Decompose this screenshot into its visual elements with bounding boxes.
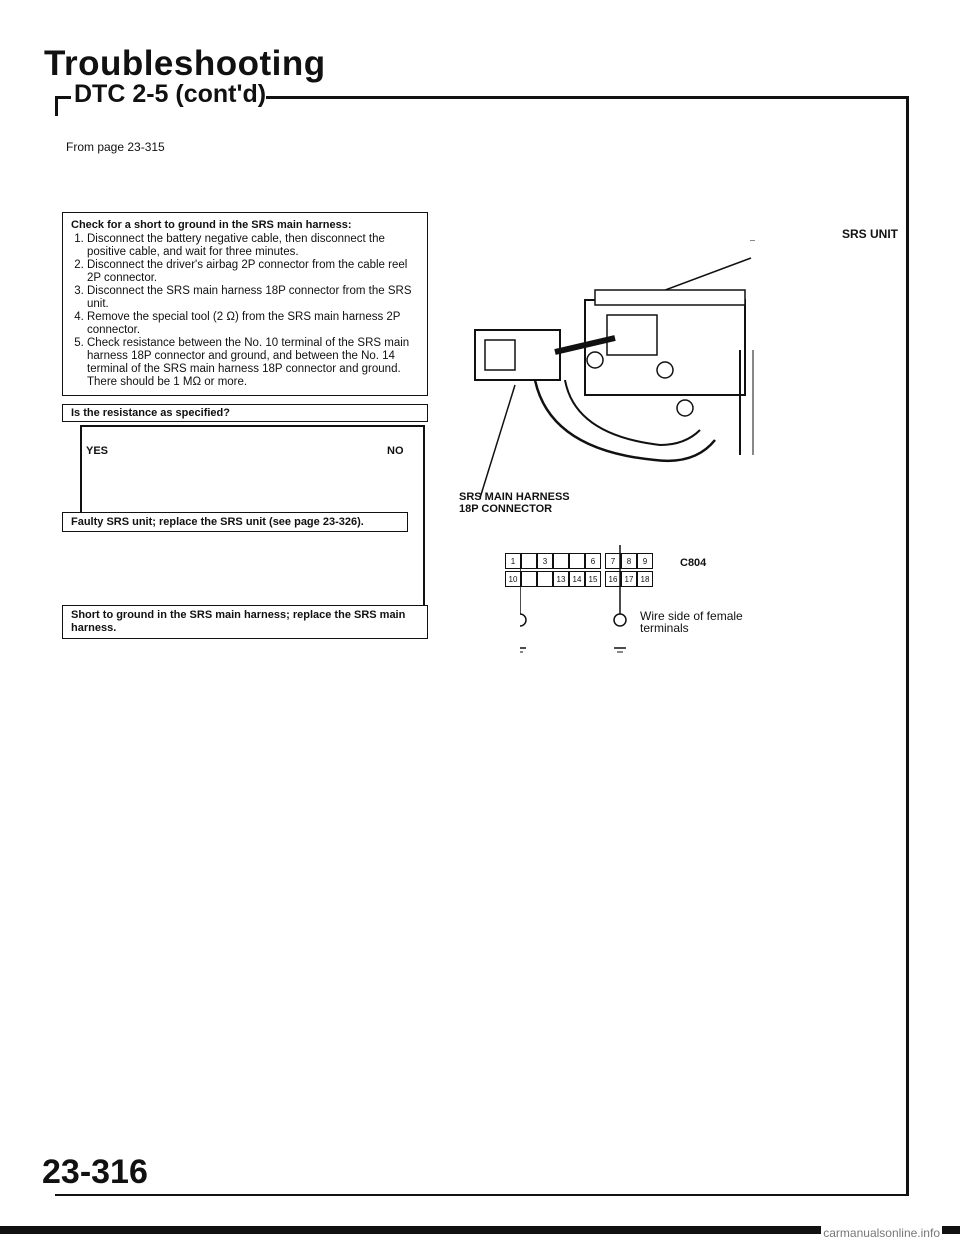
branch-connector <box>80 425 424 427</box>
terminal-17: 17 <box>621 571 637 587</box>
yes-branch-line <box>80 425 82 512</box>
connector-code: C804 <box>680 557 707 569</box>
from-page-reference: From page 23-315 <box>66 140 165 154</box>
header-rule-left <box>55 96 71 99</box>
terminal-15: 15 <box>585 571 601 587</box>
terminal-16: 16 <box>605 571 621 587</box>
yes-label: YES <box>86 445 109 457</box>
harness-label-line2: 18P CONNECTOR <box>459 503 553 515</box>
header-rule-vertical <box>55 96 58 116</box>
terminal-7: 7 <box>605 553 621 569</box>
srs-unit-label: SRS UNIT <box>842 227 899 241</box>
terminal-10: 10 <box>505 571 521 587</box>
yes-result-box: Faulty SRS unit; replace the SRS unit (see page 23-326). <box>62 512 408 532</box>
page-number: 23-316 <box>42 1153 148 1191</box>
footer-bar <box>0 1226 960 1234</box>
watermark: carmanualsonline.info <box>823 1226 940 1240</box>
no-result-box: Short to ground in the SRS main harness; replace the SRS main harness. <box>62 605 428 639</box>
check-step-1: 1. Disconnect the battery negative cable, then disconnect the positive cable, and wait for three minutes. <box>87 233 419 259</box>
page-title: Troubleshooting <box>44 44 326 83</box>
terminal-1: 1 <box>505 553 521 569</box>
harness-label-line1: SRS MAIN HARNESS <box>459 491 570 503</box>
terminal-9: 9 <box>637 553 653 569</box>
frame-right-border <box>906 96 909 1196</box>
wire-side-note-line2: terminals <box>640 621 689 635</box>
check-step-4: 4. Remove the special tool (2 Ω) from the SRS main harness 2P connector. <box>87 311 419 337</box>
terminal-3: 3 <box>537 553 553 569</box>
wire-side-note-line1: Wire side of female <box>640 609 743 623</box>
terminal-18: 18 <box>637 571 653 587</box>
section-subtitle: DTC 2-5 (cont'd) <box>74 80 267 108</box>
terminal-6: 6 <box>585 553 601 569</box>
no-label: NO <box>387 445 404 457</box>
frame-bottom-border <box>55 1194 909 1196</box>
terminal-13: 13 <box>553 571 569 587</box>
check-step-2: 2. Disconnect the driver's airbag 2P connector from the cable reel 2P connector. <box>87 259 419 285</box>
srs-unit-illustration <box>455 240 755 500</box>
terminal-14: 14 <box>569 571 585 587</box>
check-heading: Check for a short to ground in the SRS main harness: <box>71 219 352 231</box>
question-box: Is the resistance as specified? <box>62 404 428 422</box>
connector-probe-lines <box>520 545 640 660</box>
check-steps-list <box>71 233 419 389</box>
check-step-box <box>62 212 428 396</box>
check-step-3: 3. Disconnect the SRS main harness 18P connector from the SRS unit. <box>87 285 419 311</box>
no-branch-line <box>423 425 425 605</box>
terminal-8: 8 <box>621 553 637 569</box>
header-rule-right <box>266 96 906 99</box>
check-step-5: 5. Check resistance between the No. 10 terminal of the SRS main harness 18P connector and ground, and between the No. 14 terminal of the SRS main harness 18P connector and ground. There should be 1 MΩ or more. <box>87 337 419 389</box>
